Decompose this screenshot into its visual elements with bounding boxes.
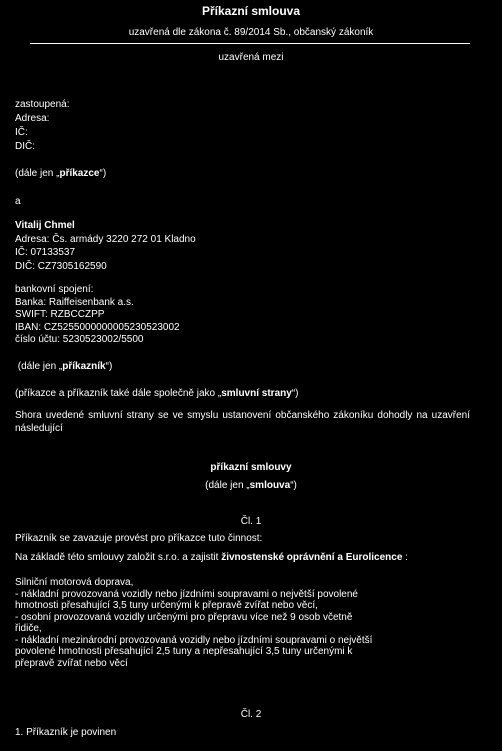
article1-activities <box>0 577 502 669</box>
bank-iban: IBAN: CZ5255000000005230523002 <box>15 321 180 333</box>
agent-name: Vitalij Chmel <box>15 220 75 232</box>
article1-heading: Čl. 1 <box>240 516 262 528</box>
article1-p1: Příkazník se zavazuje provést pro příkazce tuto činnost: <box>15 533 263 545</box>
principal-ic: IČ: <box>15 127 28 139</box>
document-title: Příkazní smlouva <box>201 4 301 18</box>
article1-p2: Na základě této smlouvy založit s.r.o. a zajistit živnostenské oprávnění a Eurolicence : <box>15 552 408 564</box>
article2-item1: 1. Příkazník je povinen <box>15 727 117 739</box>
activity-line: povolené hmotnosti přesahující 2,5 tuny a nepřesahující 3,5 tuny určenými k <box>15 646 353 658</box>
activity-line: - nákladní mezinárodní provozovaná vozidly nebo jízdními soupravami o největší <box>15 634 373 646</box>
agent-address: Adresa: Čs. armády 3220 272 01 Kladno <box>15 233 196 245</box>
activity-line: řidiče, <box>15 623 42 635</box>
parties-alias: (příkazce a příkazník také dále společně jako „smluvní strany“) <box>15 388 299 400</box>
activity-line: přepravě zvířat nebo věcí <box>15 657 128 669</box>
activity-line: hmotnosti přesahující 3,5 tuny určenými k přepravě zvířat nebo věcí, <box>15 600 318 612</box>
contract-name-title: příkazní smlouvy <box>210 462 292 474</box>
bank-details <box>15 284 470 347</box>
article2-heading: Čl. 2 <box>240 709 262 721</box>
principal-dic: DIČ: <box>15 141 35 153</box>
agent-ic: IČ: 07133537 <box>15 247 76 259</box>
principal-block <box>0 98 502 208</box>
agent-block <box>0 219 502 373</box>
between-label: uzavřená mezi <box>218 52 284 64</box>
activity-line: - nákladní provozovaná vozidly nebo jízdními soupravami o největší povolené <box>15 588 358 600</box>
bank-swift: SWIFT: RZBCCZPP <box>15 309 105 321</box>
bank-heading: bankovní spojení: <box>15 284 94 296</box>
principal-alias: (dále jen „příkazce“) <box>15 168 107 180</box>
principal-address: Adresa: <box>15 113 50 125</box>
and-label: a <box>15 196 21 208</box>
agent-alias: (dále jen „příkazník“) <box>15 360 113 372</box>
agent-dic: DIČ: CZ7305162590 <box>15 260 107 272</box>
contract-name-alias: (dále jen „smlouva“) <box>205 480 297 492</box>
bank-name: Banka: Raiffeisenbank a.s. <box>15 296 134 308</box>
activity-line: Silniční motorová doprava, <box>15 577 134 589</box>
agreement-intro: Shora uvedené smluvní strany se ve smyslu ustanovení občanského zákoníku dohodly na uzavření následující <box>15 410 470 435</box>
principal-represented: zastoupená: <box>15 99 70 111</box>
bank-account: číslo účtu: 5230523002/5500 <box>15 334 144 346</box>
title-divider <box>30 43 470 44</box>
document-subtitle: uzavřená dle zákona č. 89/2014 Sb., občanský zákoník <box>128 27 374 39</box>
activity-line: - osobní provozovaná vozidly určenými pro přepravu více než 9 osob včetně <box>15 611 353 623</box>
